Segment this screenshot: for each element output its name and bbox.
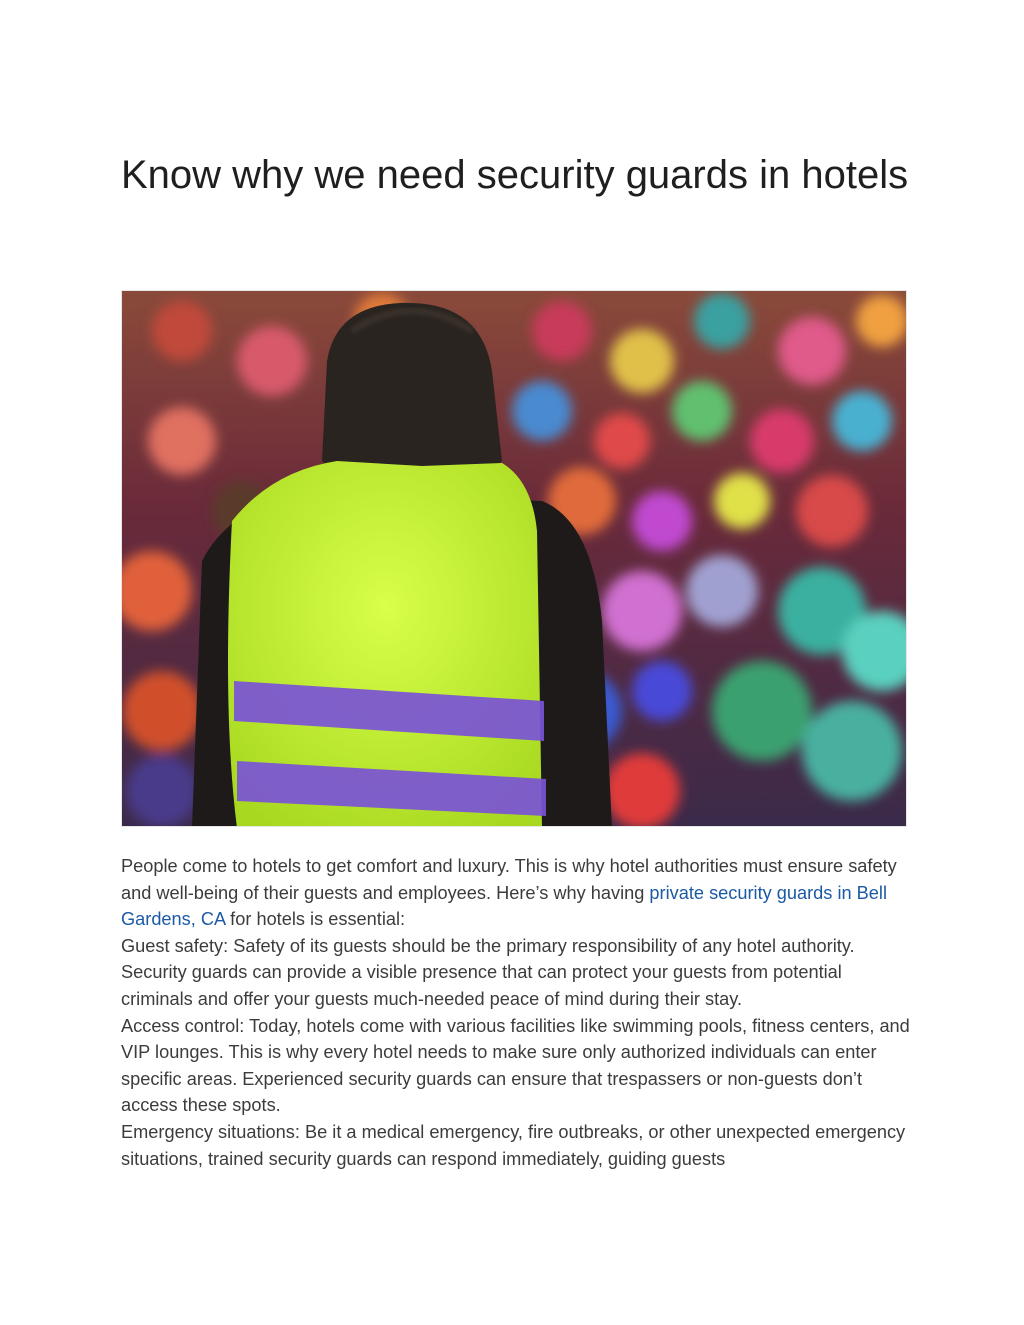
intro-text: People come to hotels to get comfort and luxury. This is why hotel authorities must ensure safety and well-being of their guests and employees. Here’s why having — [121, 856, 897, 903]
emergency-paragraph: Emergency situations: Be it a medical emergency, fire outbreaks, or other unexpected emergency situations, trained security guards can respond immediately, guiding guests — [121, 1121, 906, 1169]
security-guard-crowd-photo-icon — [122, 291, 907, 827]
security-guard-photo — [121, 290, 907, 827]
intro-text-end: for hotels is essential: — [225, 909, 406, 930]
private-security-guards-link[interactable]: private security guards in Bell Gardens, CA — [121, 882, 887, 930]
guest-safety-paragraph: Guest safety: Safety of its guests should be the primary responsibility of any hotel authority. Security guards can provide a visible presence that can protect your guests from potential criminals and offer your guests much-needed peace of mind during their stay. — [121, 935, 855, 1009]
access-control-paragraph: Access control: Today, hotels come with various facilities like swimming pools, fitness centers, and VIP lounges. This is why every hotel needs to make sure only authorized individuals can enter specific areas. Experienced security guards can ensure that trespassers or non-guests don’t access these spots. — [121, 1015, 910, 1116]
intro-paragraph — [121, 853, 911, 933]
article-body — [121, 853, 911, 1172]
page-title: Know why we need security guards in hotels — [121, 153, 909, 197]
